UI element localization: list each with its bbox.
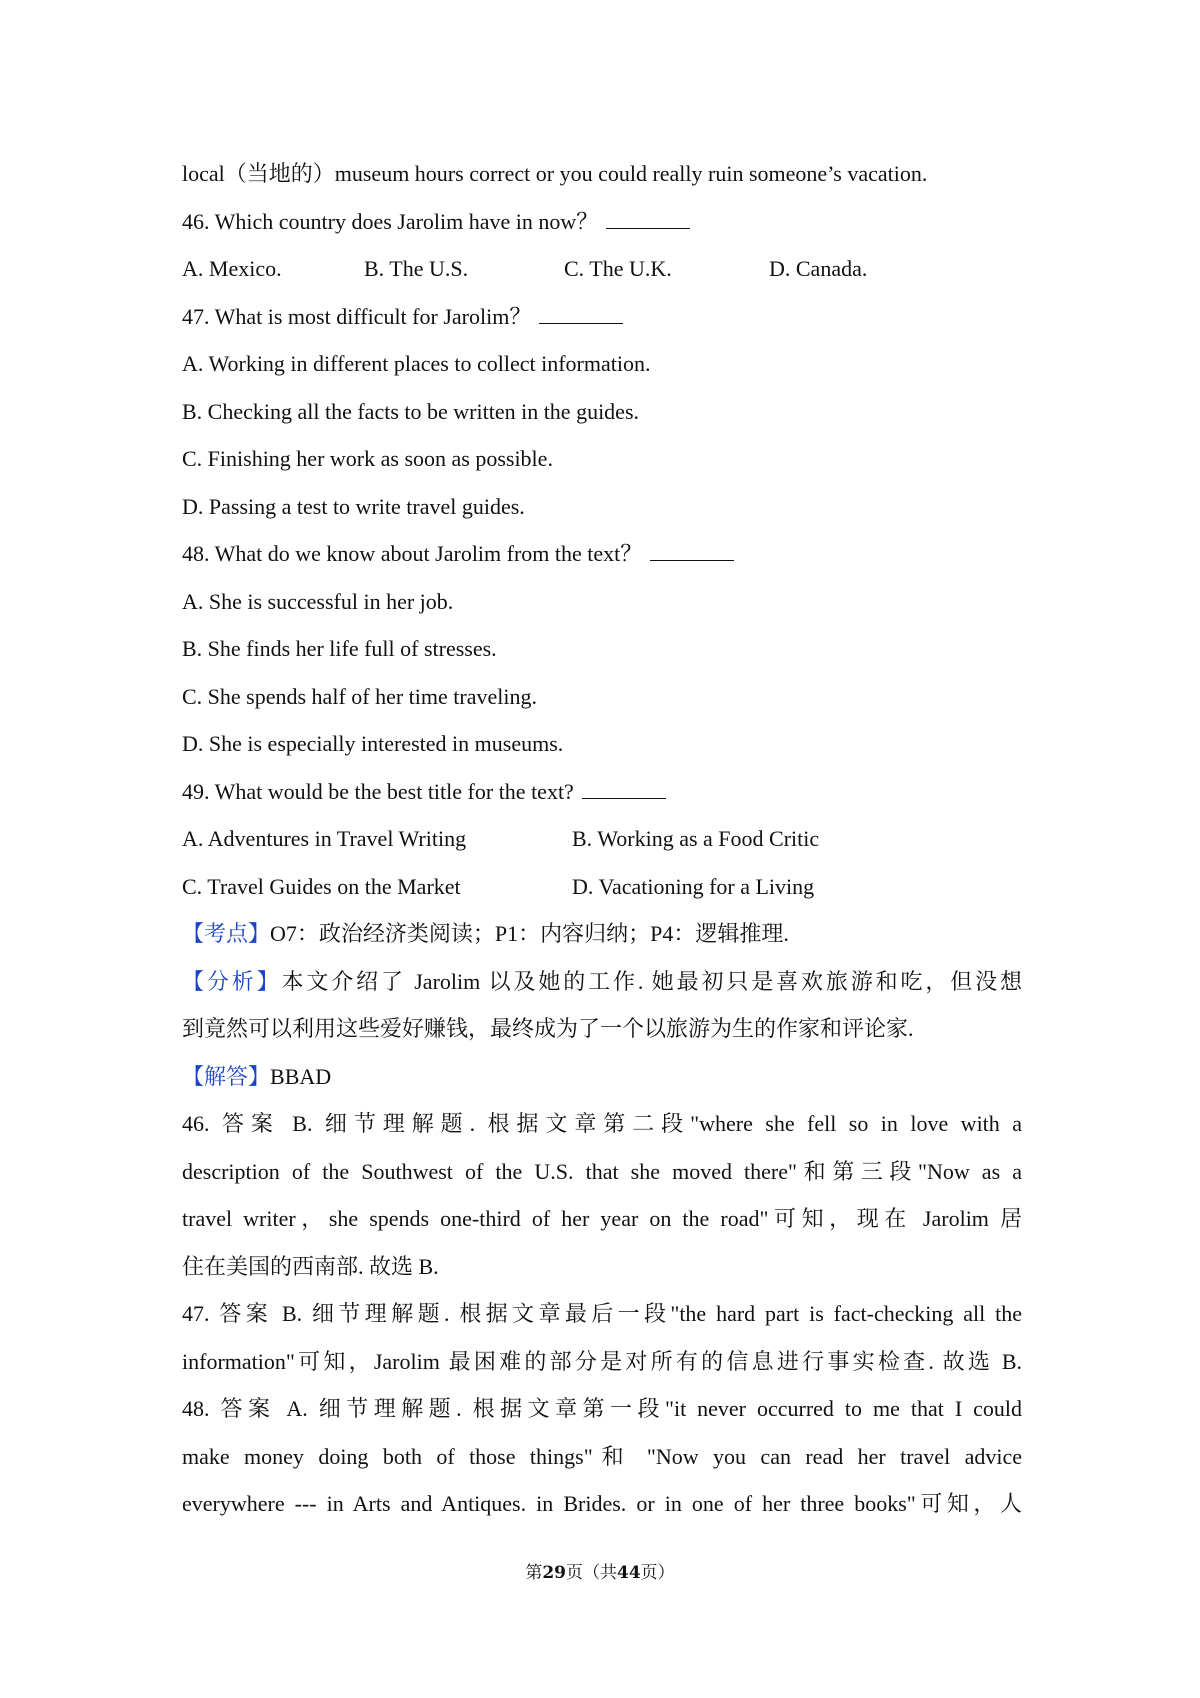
option-c: C. Travel Guides on the Market <box>182 873 461 899</box>
explanation-47-line-1: 47. 答案 B. 细节理解题. 根据文章最后一段"the hard part is fact-checking all the <box>182 1301 1022 1326</box>
question-49-text: 49. What would be the best title for the text? <box>182 778 574 804</box>
jieda-section <box>182 1053 1022 1101</box>
option-b: B. Checking all the facts to be written in the guides. <box>182 398 640 424</box>
document-page <box>182 150 1022 1528</box>
intro-line: local（当地的）museum hours correct or you could really ruin someone’s vacation. <box>182 161 928 186</box>
question-49 <box>182 768 1022 816</box>
answer-blank <box>606 208 690 229</box>
explanation-46-line-3: travel writer，she spends one-third of her year on the road"可知，现在 Jarolim 居 <box>182 1206 1022 1231</box>
footer-middle: 页（共 <box>566 1563 617 1583</box>
answer-blank <box>650 540 734 561</box>
explanation-46-line-1: 46. 答案 B. 细节理解题. 根据文章第二段"where she fell so in love with a <box>182 1111 1022 1136</box>
option-d: D. She is especially interested in museums. <box>182 731 564 756</box>
option-b: B. She finds her life full of stresses. <box>182 636 497 661</box>
option-d: D. Vacationing for a Living <box>572 873 815 899</box>
question-46-options <box>182 245 1022 293</box>
explanation-46-line-2: description of the Southwest of the U.S. that she moved there"和第三段"Now as a <box>182 1158 1022 1184</box>
explanation-48-line-2: make money doing both of those things"和 "Now you can read her travel advice <box>182 1443 1022 1469</box>
question-47 <box>182 293 1022 341</box>
question-48-text: 48. What do we know about Jarolim from the text？ <box>182 541 643 566</box>
kaodian-text: O7：政治经济类阅读；P1：内容归纳；P4：逻辑推理. <box>270 921 789 946</box>
explanation-48-line-1: 48. 答案 A. 细节理解题. 根据文章第一段"it never occurred to me that I could <box>182 1396 1022 1421</box>
explanation-46-line-4: 住在美国的西南部. 故选 B. <box>182 1253 439 1279</box>
kaodian-section <box>182 910 1022 958</box>
footer-prefix: 第 <box>525 1563 543 1583</box>
jieda-answers: BBAD <box>270 1063 332 1089</box>
question-48 <box>182 530 1022 578</box>
fenxi-text: 本文介绍了 Jarolim 以及她的工作. 她最初只是喜欢旅游和吃，但没想 <box>281 968 1022 994</box>
question-46 <box>182 198 1022 246</box>
page-footer <box>0 1558 1200 1583</box>
option-c: C. The U.K. <box>564 256 672 281</box>
option-a: A. She is successful in her job. <box>182 588 454 614</box>
option-a: A. Mexico. <box>182 256 282 281</box>
answer-blank <box>582 778 666 799</box>
option-a: A. Adventures in Travel Writing <box>182 826 467 851</box>
fenxi-tag: 【分析】 <box>182 968 282 994</box>
question-49-options-row-1 <box>182 815 1022 863</box>
jieda-tag: 【解答】 <box>182 1063 271 1089</box>
option-b: B. The U.S. <box>364 256 469 281</box>
option-c: C. Finishing her work as soon as possible. <box>182 446 553 471</box>
total-pages: 44 <box>617 1563 641 1583</box>
option-b: B. Working as a Food Critic <box>572 826 820 851</box>
current-page-number: 29 <box>542 1563 566 1583</box>
option-d: D. Canada. <box>769 256 868 281</box>
question-46-text: 46. Which country does Jarolim have in now？ <box>182 208 599 234</box>
answer-blank <box>539 303 623 324</box>
option-d: D. Passing a test to write travel guides. <box>182 493 525 519</box>
footer-suffix: 页） <box>640 1563 675 1583</box>
fenxi-line-1 <box>182 958 1022 1006</box>
option-a: A. Working in different places to collect information. <box>182 351 651 376</box>
explanation-48-line-3: everywhere --- in Arts and Antiques. in Brides. or in one of her three books"可知，人 <box>182 1491 1022 1516</box>
explanation-47-line-2: information"可知，Jarolim 最困难的部分是对所有的信息进行事实检查. 故选 B. <box>182 1348 1022 1374</box>
option-c: C. She spends half of her time traveling. <box>182 683 537 709</box>
fenxi-line-2: 到竟然可以利用这些爱好赚钱，最终成为了一个以旅游为生的作家和评论家. <box>182 1016 914 1041</box>
question-49-options-row-2 <box>182 863 1022 911</box>
question-47-text: 47. What is most difficult for Jarolim？ <box>182 303 532 329</box>
kaodian-tag: 【考点】 <box>182 921 271 946</box>
